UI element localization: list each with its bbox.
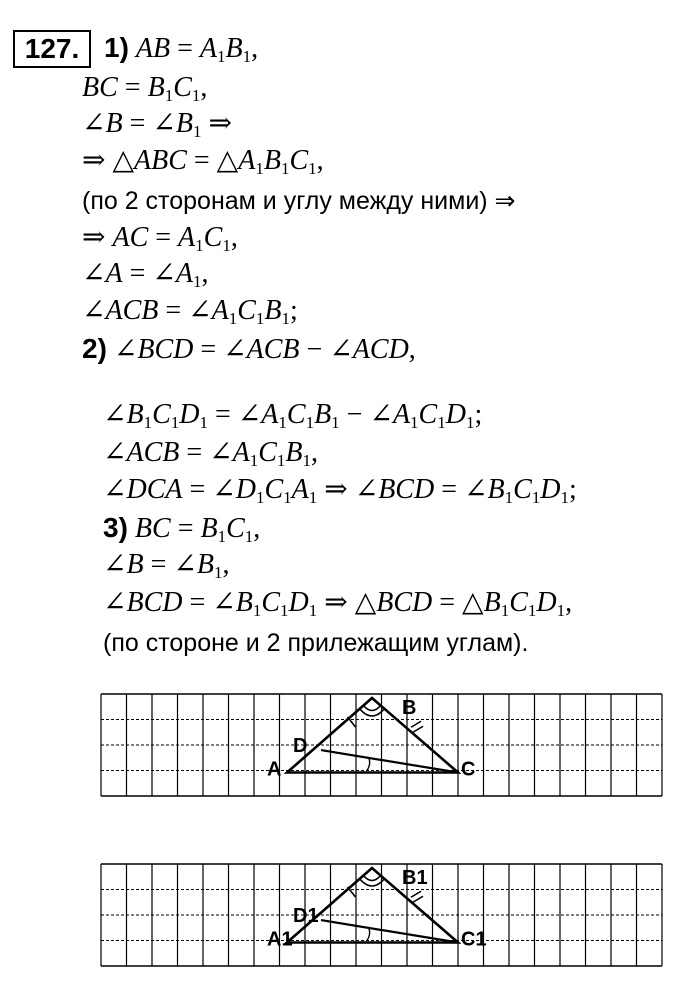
equation-line: BC = $B_1C_1$, — [82, 72, 208, 105]
vertex-label: C — [461, 758, 476, 781]
equation-line: ∠B = $\angle B_1$ ⇒ — [82, 108, 232, 141]
equation-line: ⇒ AC = $A_1C_1$, — [82, 222, 238, 255]
equation-line: 1) AB = $A_1B_1$, — [104, 32, 259, 66]
equation-line: ∠BCD = $\angle B_1C_1D_1$ ⇒ △BCD = $\triangle B_1C_1D_1$, — [103, 587, 573, 620]
problem-number: 127. — [13, 30, 91, 68]
angle-acd-arc — [367, 929, 370, 941]
equation-line: 3) BC = $B_1C_1$, — [103, 512, 261, 546]
equation-line: ∠ACB = $\angle A_1C_1B_1$, — [103, 437, 319, 470]
step-label: 2) — [82, 333, 107, 364]
equation-line: ∠B = $\angle B_1$, — [103, 549, 230, 582]
grid — [101, 864, 662, 966]
equation-line: ∠ACB = $\angle A_1C_1B_1$; — [82, 295, 298, 328]
angle-b-arc — [363, 875, 381, 881]
grid — [101, 694, 662, 796]
angle-b-arc — [363, 705, 381, 711]
vertex-label: D — [293, 735, 308, 758]
equation-line: ∠DCA = $\angle D_1C_1A_1$ ⇒ ∠BCD = $\angle B_1C_1D_1$; — [103, 474, 577, 507]
vertex-label: B — [402, 697, 417, 719]
vertex-label: A — [267, 758, 282, 781]
tick-mark — [411, 721, 421, 727]
justification-text: (по стороне и 2 прилежащим углам). — [103, 629, 529, 657]
tick-mark — [348, 717, 356, 727]
tick-mark — [411, 891, 421, 897]
equation-line: ∠A = $\angle A_1$, — [82, 258, 209, 291]
triangle-figure-1 — [0, 688, 700, 808]
vertex-label: A1 — [267, 928, 293, 951]
vertex-label: B1 — [402, 867, 428, 889]
vertex-label: D1 — [293, 905, 319, 928]
tick-mark — [413, 726, 423, 732]
equation-line: ⇒ △ABC = $\triangle A_1B_1C_1$, — [82, 145, 324, 178]
tick-mark — [348, 887, 356, 897]
triangle-figure-2 — [0, 858, 700, 988]
equation-line: $\angle B_1C_1D_1$ = $\angle A_1C_1B_1$ − $\angle A_1C_1D_1$; — [103, 399, 483, 432]
angle-acd-arc — [367, 759, 370, 771]
vertex-label: C1 — [461, 928, 487, 951]
justification-text: (по 2 сторонам и углу между ними) ⇒ — [82, 187, 516, 215]
step-label: 1) — [104, 32, 129, 63]
step-label: 3) — [103, 512, 128, 543]
equation-line: 2) ∠BCD = ∠ACB − ∠ACD, — [82, 333, 416, 365]
tick-mark — [413, 896, 423, 902]
